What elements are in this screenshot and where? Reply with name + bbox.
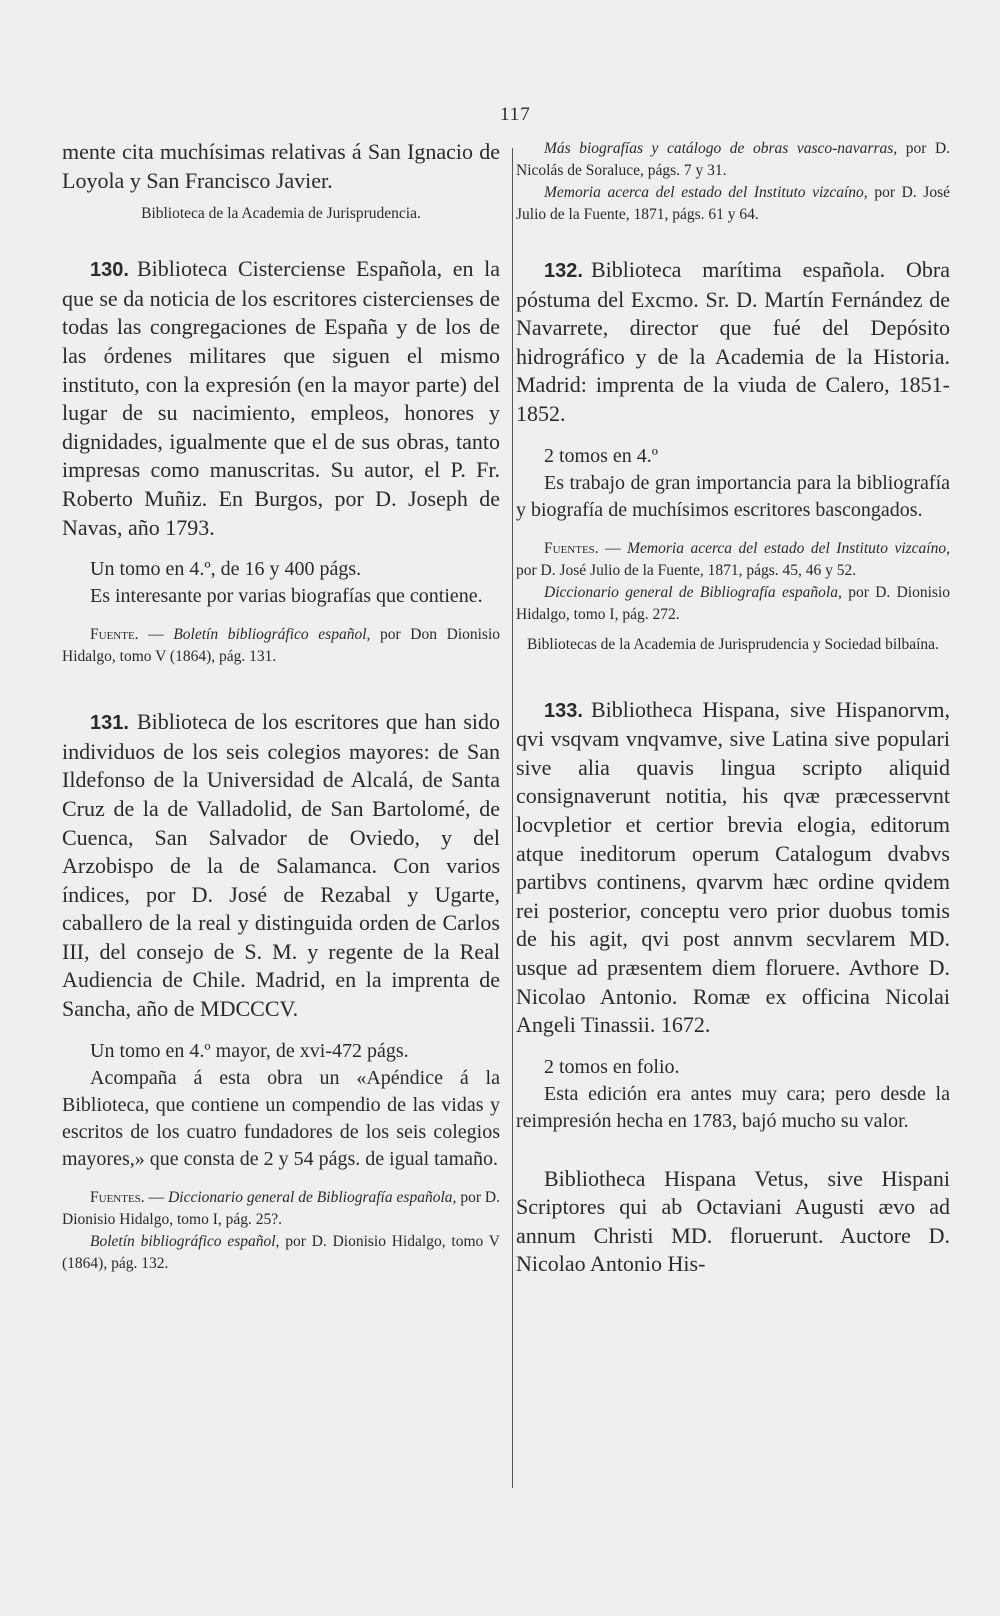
library-note: Bibliotecas de la Academia de Jurisprudencia y Sociedad bilbaína. xyxy=(527,635,939,653)
continued-sources-1: Más biografías y catálogo de obras vasco-navarras, por D. Nicolás de Soraluce, págs. 7 y 31. xyxy=(516,140,951,179)
entry-text: 132. Biblioteca marítima española. Obra póstuma del Excmo. Sr. D. Martín Fernández de Navarrete, director que fué del Depósito hidrográfico y de la Academia de la Historia. Madrid: imprenta de la viuda de Calero, 1851-1852. xyxy=(516,257,950,426)
entry-note: Esta edición era antes muy cara; pero desde la reimpresión hecha en 1783, bajó mucho su valor. xyxy=(516,1082,950,1132)
right-column xyxy=(516,138,950,1279)
entry-number: 133. xyxy=(544,699,583,722)
entry-volume: Un tomo en 4.º mayor, de xvi-472 págs. xyxy=(90,1039,409,1062)
entry-sources-2: Boletín bibliográfico español, por D. Dionisio Hidalgo, tomo V (1864), pág. 132. xyxy=(62,1232,500,1272)
entry-note: Es interesante por varias biografías que contiene. xyxy=(90,585,483,608)
entry-sources: Fuente. — Boletín bibliográfico español, por Don Dionisio Hidalgo, tomo V (1864), pág. 131. xyxy=(62,626,501,666)
entry-text: 130. Biblioteca Cisterciense Española, en la que se da noticia de los escritores cistercienses de todas las congregaciones de España y de los de las órdenes militares que siguen el mismo instituto, con la expresión (en la mayor parte) del lugar de su nacimiento, empleos, honores y dignidades, igualmente que el de sus obras, tanto impresas como manuscritas. Su autor, el P. Fr. Roberto Muñiz. En Burgos, por D. Joseph de Navas, año 1793. xyxy=(62,256,500,540)
continued-entry-fragment: mente cita muchísimas relativas á San Ignacio de Loyola y San Francisco Javier. xyxy=(62,139,500,193)
entry-number: 130. xyxy=(90,259,129,282)
entry-132 xyxy=(516,256,950,656)
entry-131 xyxy=(62,708,500,1275)
entry-volume: Un tomo en 4.º, de 16 y 400 págs. xyxy=(90,558,362,581)
entry-volume: 2 tomos en 4.º xyxy=(544,444,658,467)
entry-note: Acompaña á esta obra un «Apéndice á la Biblioteca, que contiene un compendio de las vidas y escritos de los cuatro fundadores de los seis colegios mayores,» que consta de 2 y 54 págs. de igual tamaño. xyxy=(62,1066,500,1170)
entry-sources: Fuentes. — Diccionario general de Bibliografía española, por D. Dionisio Hidalgo, tomo I, pág. 25?. xyxy=(62,1188,501,1228)
entry-volume: 2 tomos en folio. xyxy=(544,1055,680,1078)
entry-number: 131. xyxy=(90,712,129,735)
page-number: 117 xyxy=(500,104,531,125)
entry-sources: Fuentes. — Memoria acerca del estado del Instituto vizcaíno, por D. José Julio de la Fuente, 1871, págs. 45, 46 y 52. xyxy=(516,539,950,579)
continued-sources-2: Memoria acerca del estado del Instituto vizcaíno, por D. José Julio de la Fuente, 1871, págs. 61 y 64. xyxy=(516,184,950,223)
left-column xyxy=(62,138,500,1275)
entry-continuation: Bibliotheca Hispana Vetus, sive Hispani Scriptores qui ab Octaviani Augusti ævo ad annum Christi MD. floruerunt. Auctore D. Nicolao Antonio His- xyxy=(516,1165,950,1277)
entry-text: 133. Bibliotheca Hispana, sive Hispanorvm, qvi vsqvam vnqvamve, sive Latina sive populari sive alia quavis lingua scripto aliquid consignaverunt notitia, his qvæ præcesservnt locvpletior et certior brevia elogia, editorum atque ineditorum operum Catalogum dvabvs partibvs continens, qvarvm hæc ordine qvidem rei posterior, conceptu vero prior duobus tomis de his agit, qvi post annvm secvlarem MD. usque ad præsentem diem floruere. Avthore D. Nicolao Antonio. Romæ ex officina Nicolai Angeli Tinassii. 1672. xyxy=(516,696,950,1038)
entry-number: 132. xyxy=(544,260,583,282)
column-divider xyxy=(512,148,513,1488)
entry-note: Es trabajo de gran importancia para la bibliografía y biografía de muchísimos escritores bascongados. xyxy=(516,471,950,521)
entry-130 xyxy=(62,255,500,668)
entry-sources-2: Diccionario general de Bibliografía española, por D. Dionisio Hidalgo, tomo I, pág. 272. xyxy=(516,583,951,623)
entry-133 xyxy=(516,696,950,1280)
entry-text: 131. Biblioteca de los escritores que han sido individuos de los seis colegios mayores: de San Ildefonso de la Universidad de Alcalá, de Santa Cruz de la de Valladolid, de San Bartolomé, de Cuenca, San Salvador de Oviedo, y del Arzobispo de la de Salamanca. Con varios índices, por D. José de Rezabal y Ugarte, caballero de la real y distinguida orden de Carlos III, del consejo de S. M. y regente de la Real Audiencia de Chile. Madrid, en la imprenta de Sancha, año de MDCCCV. xyxy=(62,709,500,1022)
library-note: Biblioteca de la Academia de Jurisprudencia. xyxy=(141,205,421,223)
